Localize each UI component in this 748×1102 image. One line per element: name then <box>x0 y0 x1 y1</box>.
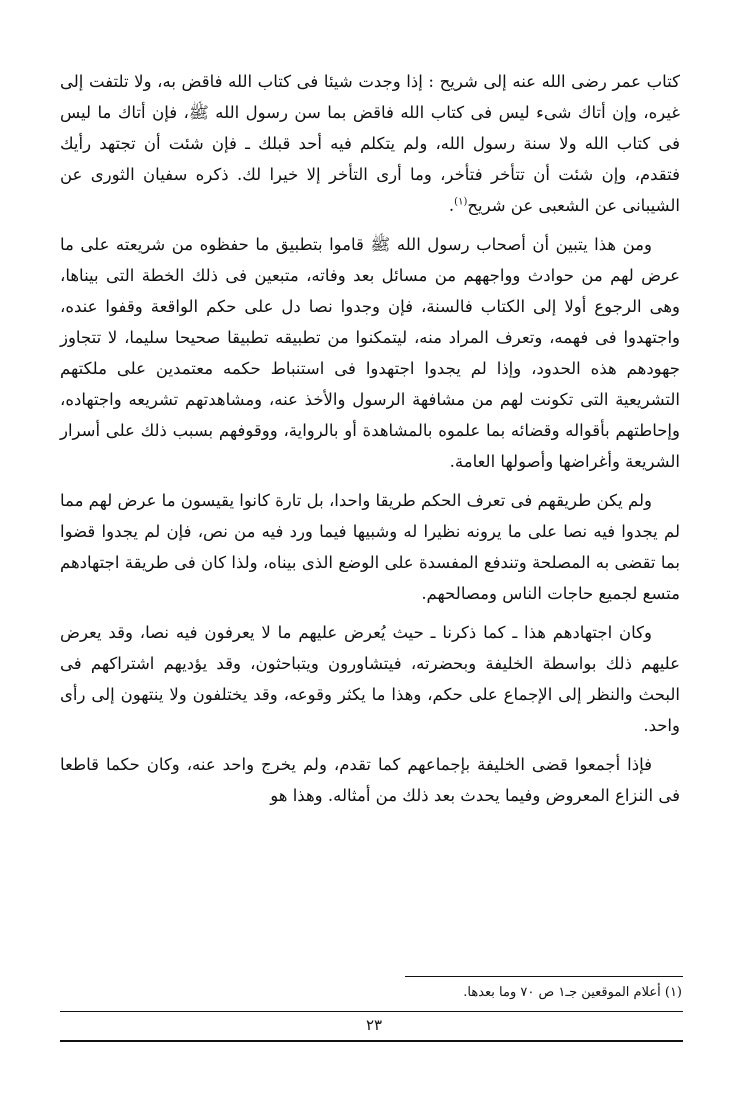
paragraph-5: فإذا أجمعوا قضى الخليفة بإجماعهم كما تقدم، ولم يخرج واحد عنه، وكان حكما قاطعا فى النزاع المعروض وفيما يحدث بعد ذلك من أمثاله. وهذا هو <box>60 755 680 805</box>
paragraph-1-end: . <box>448 196 455 215</box>
page-body <box>60 66 680 811</box>
paragraph-1-text: كتاب عمر رضى الله عنه إلى شريح : إذا وجدت شيئا فى كتاب الله فاقض به، ولا تلتفت إلى غيره، وإن أتاك شىء ليس فى كتاب الله فاقض بما سن رسول الله ﷺ، فإن أتاك ما ليس فى كتاب الله ولا سنة رسول الله، ولم يتكلم فيه أحد قبلك ـ فإن شئت أن تجتهد رأيك فتقدم، وإن شئت أن تتأخر فتأخر، وما أرى التأخر إلا خيرا لك. ذكره سفيان الثورى عن الشيبانى عن الشعبى عن شريح <box>60 72 680 215</box>
page-number: ٢٣ <box>365 1016 383 1034</box>
footnote-reference[interactable]: (١) <box>454 196 468 208</box>
paragraph-3: ولم يكن طريقهم فى تعرف الحكم طريقا واحدا، بل تارة كانوا يقيسون ما عرض لهم مما لم يجدوا فيه نصا على ما يرونه نظيرا له وشبيها فيما ورد فيه من نص، فإن لم يجدوا قضوا بما تقضى به المصلحة وتندفع المفسدة على الوضع الذى بيناه، ولذا كان فى طريقة اجتهادهم متسع لجميع حاجات الناس ومصالحهم. <box>60 491 680 603</box>
paragraph-2: ومن هذا يتبين أن أصحاب رسول الله ﷺ قاموا بتطبيق ما حفظوه من شريعته على ما عرض لهم من حوادث وواجههم من مسائل بعد وفاته، متبعين فى ذلك الخطة التى بيناها، وهى الرجوع أولا إلى الكتاب فالسنة، فإن وجدوا نصا دل على حكم الواقعة وقفوا عنده، واجتهدوا فى فهمه، وتعرف المراد منه، ليتمكنوا من تطبيقه تطبيقا صحيحا سليما، لا تتجاوز جهودهم هذه الحدود، وإذا لم يجدوا اجتهدوا فى استنباط حكمه معتمدين على ملكتهم التشريعية التى تكونت لهم من مشافهة الرسول والأخذ عنه، ومشاهدتهم تشريعه واجتهاده، وإحاطتهم بأقواله وقضائه بما علموه بالمشاهدة أو بالرواية، ووقوفهم بسبب ذلك على أسرار الشريعة وأغراضها وأصولها العامة. <box>60 235 680 471</box>
footer-rule-top <box>60 1011 683 1012</box>
paragraph-4: وكان اجتهادهم هذا ـ كما ذكرنا ـ حيث يُعرض عليهم ما لا يعرفون فيه نصا، وقد يعرض عليهم ذلك بواسطة الخليفة وبحضرته، فيتشاورون ويتباحثون، وقد يؤديهم اشتراكهم فى البحث والنظر إلى الإجماع على حكم، وهذا ما يكثر وقوعه، وقد يختلفون ولا ينتهون إلى رأى واحد. <box>60 623 680 735</box>
footnote: (١) أعلام الموقعين جـ١ ص ٧٠ وما بعدها. <box>463 985 682 1000</box>
footer-rule-bottom <box>60 1040 683 1042</box>
footnote-separator <box>405 976 683 977</box>
paragraph-1 <box>60 66 680 221</box>
